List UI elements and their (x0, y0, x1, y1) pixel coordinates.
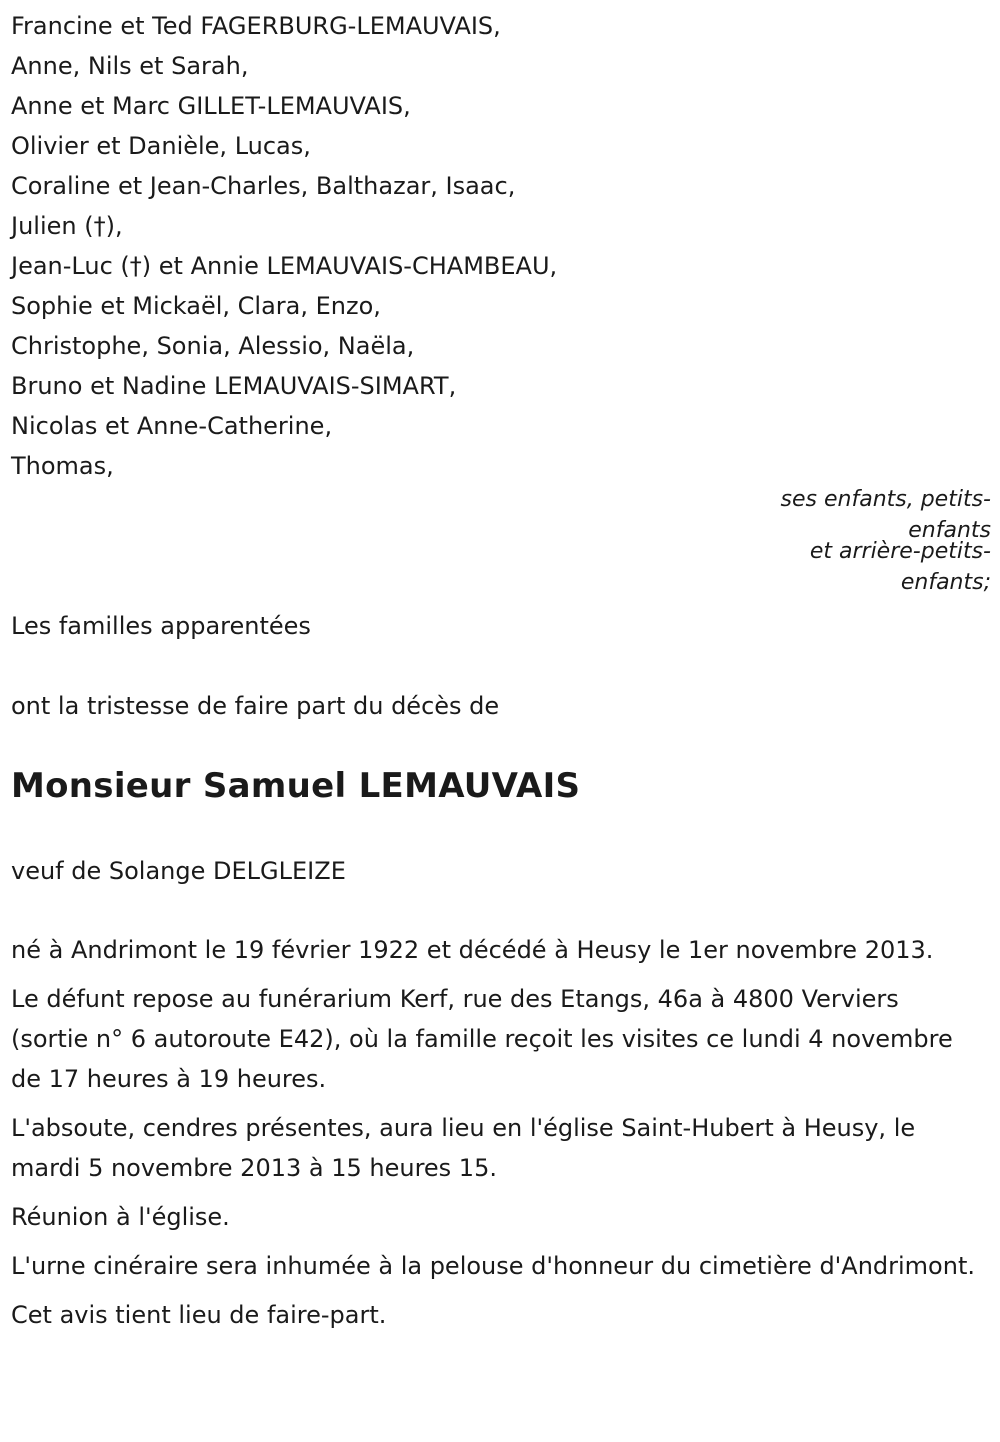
family-line: Francine et Ted FAGERBURG-LEMAUVAIS, (11, 12, 501, 40)
announcement-intro: ont la tristesse de faire part du décès de (11, 692, 500, 720)
family-line: Anne et Marc GILLET-LEMAUVAIS, (11, 92, 411, 120)
widow-of: veuf de Solange DELGLEIZE (11, 857, 346, 885)
family-line: Nicolas et Anne-Catherine, (11, 412, 333, 440)
meeting-paragraph: Réunion à l'église. (11, 1203, 230, 1231)
birth-death-paragraph: né à Andrimont le 19 février 1922 et décédé à Heusy le 1er novembre 2013. (11, 936, 934, 964)
family-line: Julien (†), (11, 212, 123, 240)
absolution-paragraph: L'absoute, cendres présentes, aura lieu en l'église Saint-Hubert à Heusy, le mardi 5 novembre 2013 à 15 heures 15. (11, 1114, 916, 1182)
family-line: Anne, Nils et Sarah, (11, 52, 249, 80)
relation-line-great-grandchildren: et arrière-petits-enfants; (809, 539, 991, 595)
notice-paragraph: Cet avis tient lieu de faire-part. (11, 1301, 387, 1329)
deceased-name: Monsieur Samuel LEMAUVAIS (11, 766, 581, 806)
family-line: Thomas, (11, 452, 114, 480)
family-line: Christophe, Sonia, Alessio, Naëla, (11, 332, 415, 360)
relation-line-children: ses enfants, petits-enfants (780, 487, 991, 543)
family-line: Jean-Luc (†) et Annie LEMAUVAIS-CHAMBEAU, (11, 252, 558, 280)
family-line: Sophie et Mickaël, Clara, Enzo, (11, 292, 381, 320)
family-line: Coraline et Jean-Charles, Balthazar, Isaac, (11, 172, 516, 200)
family-list (11, 6, 991, 486)
visitation-paragraph: Le défunt repose au funérarium Kerf, rue des Etangs, 46a à 4800 Verviers (sortie n° 6 autoroute E42), où la famille reçoit les visites ce lundi 4 novembre de 17 heures à 19 heures. (11, 985, 953, 1093)
urn-paragraph: L'urne cinéraire sera inhumée à la pelouse d'honneur du cimetière d'Andrimont. (11, 1252, 975, 1280)
details-section (11, 930, 991, 1335)
family-relation (751, 484, 991, 598)
family-line: Olivier et Danièle, Lucas, (11, 132, 311, 160)
family-line: Bruno et Nadine LEMAUVAIS-SIMART, (11, 372, 457, 400)
obituary-notice (11, 6, 991, 1335)
related-families: Les familles apparentées (11, 612, 311, 640)
